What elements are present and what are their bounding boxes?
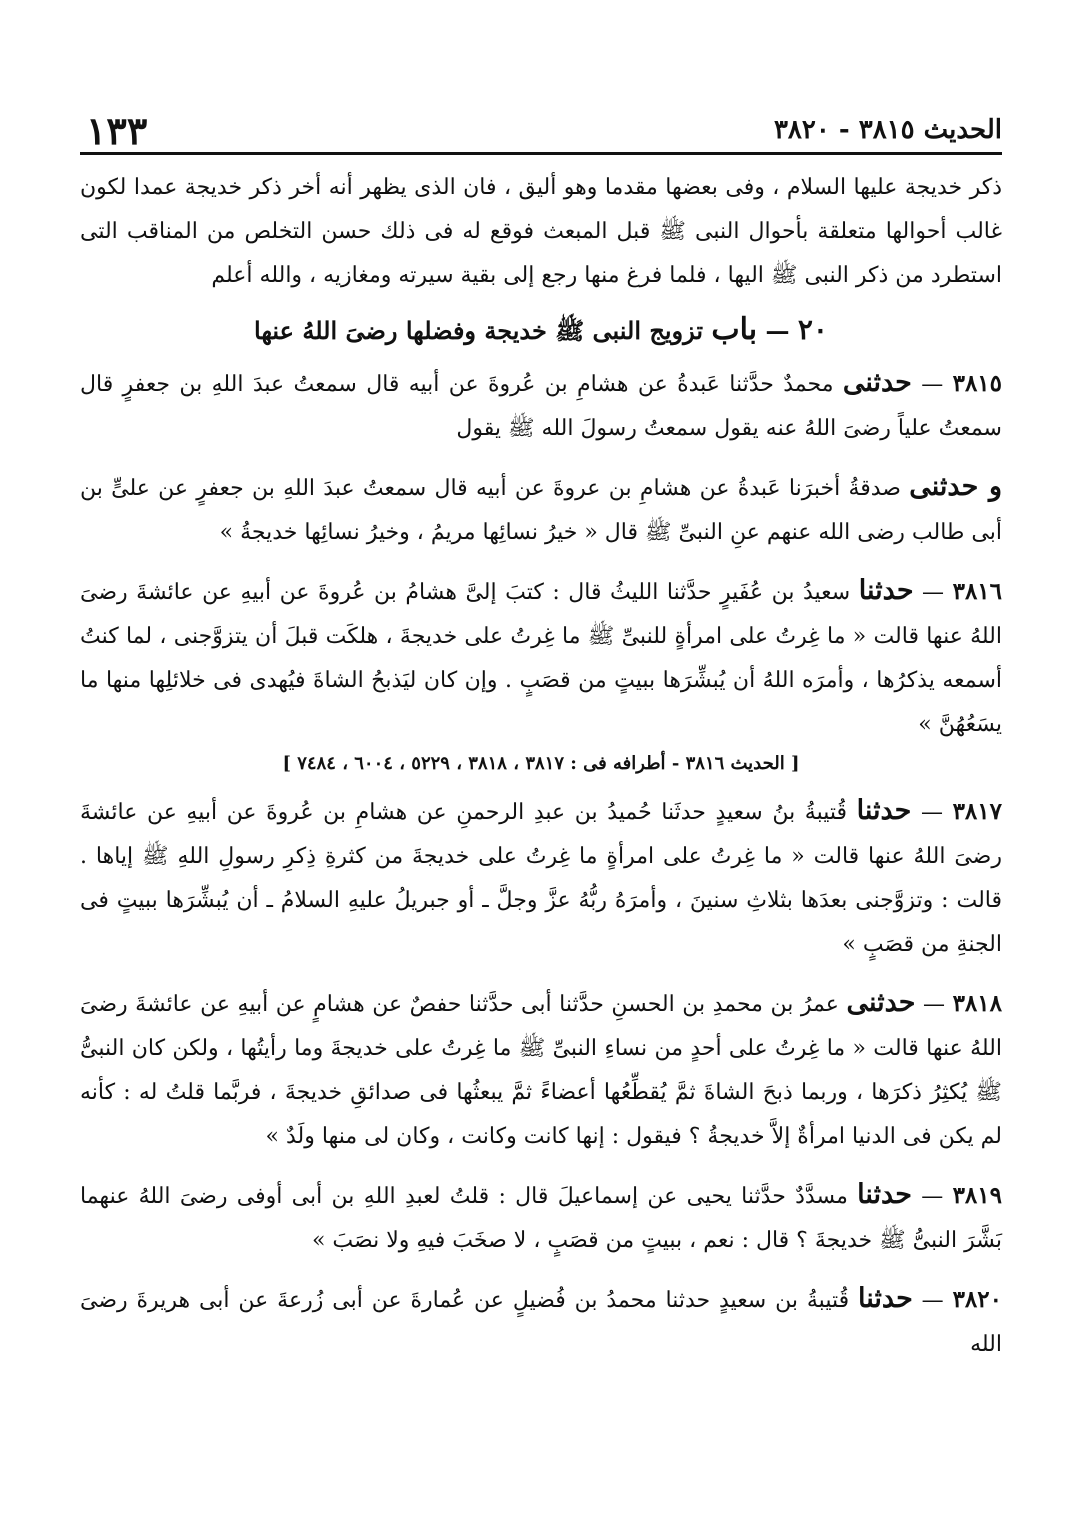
page-body bbox=[80, 166, 1002, 1367]
hadith-number: ٣٨٢٠ bbox=[952, 1286, 1002, 1313]
hadith-text: قُتيبةُ بنُ سعيدٍ حدثَنا حُميدُ بن عبدِ الرحمنِ عن هشامِ بن عُروةَ عن أبيهِ عن عائشةَ رضىَ اللهُ عنها قالت « ما غِرتُ على امرأةٍ ما غِرتُ على خديجةَ من كثرةِ ذِكرِ رسولِ اللهِ ﷺ إياها . قالت : وتزوَّجنى بعدَها بثلاثِ سنينَ ، وأمرَهُ ربُّهُ عزَّ وجلَّ ـ أو جبريلُ عليهِ السلامُ ـ أن يُبشِّرَها ببيتٍ فى الجنةِ من قصَبٍ » bbox=[80, 800, 1002, 957]
hadith-keyword: و حدثنى bbox=[909, 471, 1002, 502]
hadith-keyword: حدثنى bbox=[846, 987, 916, 1018]
hadith-range-heading: الحديث ٣٨١٥ - ٣٨٢٠ bbox=[773, 115, 1002, 145]
hadith-number: ٣٨١٦ bbox=[952, 578, 1003, 605]
hadith-text: محمدٌ حدَّثنا عَبدةُ عن هشامِ بن عُروةَ عن أبيه قال سمعتُ عبدَ اللهِ بن جعفرٍ قال سمعتُ علياً رضىَ اللهُ عنه يقول سمعتُ رسولَ الله ﷺ يقول bbox=[80, 372, 1002, 441]
chapter-dash: — bbox=[765, 316, 790, 345]
hadith-3815: ٣٨١٥ — حدثنى محمدٌ حدَّثنا عَبدةُ عن هشامِ بن عُروةَ عن أبيه قال سمعتُ عبدَ اللهِ بن جعفرٍ قال سمعتُ علياً رضىَ اللهُ عنه يقول سمعتُ رسولَ الله ﷺ يقول bbox=[80, 367, 1003, 441]
hadith-keyword: حدثنا bbox=[858, 575, 914, 606]
hadith-number: ٣٨١٥ bbox=[952, 370, 1003, 397]
hadith-keyword: حدثنى bbox=[842, 367, 912, 398]
intro-paragraph: ذكر خديجة عليها السلام ، وفى بعضها مقدما وهو أليق ، فان الذى يظهر أنه أخر ذكر خديجة عمدا لكون غالب أحوالها متعلقة بأحوال النبى ﷺ قبل المبعث فوقع له فى ذلك حسن التخلص من المناقب التى استطرد من ذكر النبى ﷺ اليها ، فلما فرغ منها رجع إلى بقية سيرته ومغازيه ، والله أعلم bbox=[80, 175, 1002, 288]
hadith-text: سعيدُ بن عُفَيرٍ حدَّثنا الليثُ قال : كتبَ إلىَّ هشامُ بن عُروةَ عن أبيهِ عن عائشةَ رضىَ اللهُ عنها قالت « ما غِرتُ على امرأةٍ للنبىِّ ﷺ ما غِرتُ على خديجةَ ، هلكَت قبلَ أن يتزوَّجنى ، لما كنتُ أسمعه يذكرُها ، وأمرَه اللهُ أن يُبشِّرَها ببيتٍ من قصَبٍ . وإن كان ليَذبحُ الشاةَ فيُهدى فى خلائلِها منها ما يسَعُهُنَّ » bbox=[80, 580, 1002, 737]
hadith-3818: ٣٨١٨ — حدثنى عمرُ بن محمدِ بن الحسنِ حدَّثنا أبى حدَّثنا حفصٌ عن هشامٍ عن أبيهِ عن عائشةَ رضىَ اللهُ عنها قالت « ما غِرتُ على أحدٍ من نساءِ النبىِّ ﷺ ما غِرتُ على خديجةَ وما رأيتُها ، ولكن كان النبىُّ ﷺ يُكثِرُ ذكرَها ، وربما ذبحَ الشاةَ ثمَّ يُقطِّعُها أعضاءً ثمَّ يبعثُها فى صدائقِ خديجةَ ، فربَّما قلتُ له : كأنه لم يكن فى الدنيا امرأةٌ إلاَّ خديجةُ ؟ فيقول : إنها كانت وكانت ، وكان لى منها ولَدٌ » bbox=[80, 987, 1002, 1149]
hadith-text: عمرُ بن محمدِ بن الحسنِ حدَّثنا أبى حدَّثنا حفصٌ عن هشامٍ عن أبيهِ عن عائشةَ رضىَ اللهُ عنها قالت « ما غِرتُ على أحدٍ من نساءِ النبىِّ ﷺ ما غِرتُ على خديجةَ وما رأيتُها ، ولكن كان النبىُّ ﷺ يُكثِرُ ذكرَها ، وربما ذبحَ الشاةَ ثمَّ يُقطِّعُها أعضاءً ثمَّ يبعثُها فى صدائقِ خديجةَ ، فربَّما قلتُ له : كأنه لم يكن فى الدنيا امرأةٌ إلاَّ خديجةُ ؟ فيقول : إنها كانت وكانت ، وكان لى منها ولَدٌ » bbox=[80, 992, 1002, 1149]
page-header bbox=[80, 0, 1002, 152]
chapter-bab-label: باب bbox=[711, 312, 758, 347]
hadith-3817: ٣٨١٧ — حدثنا قُتيبةُ بنُ سعيدٍ حدثَنا حُميدُ بن عبدِ الرحمنِ عن هشامِ بن عُروةَ عن أبيهِ عن عائشةَ رضىَ اللهُ عنها قالت « ما غِرتُ على امرأةٍ ما غِرتُ على خديجةَ من كثرةِ ذِكرِ رسولِ اللهِ ﷺ إياها . قالت : وتزوَّجنى بعدَها بثلاثِ سنينَ ، وأمرَهُ ربُّهُ عزَّ وجلَّ ـ أو جبريلُ عليهِ السلامُ ـ أن يُبشِّرَها ببيتٍ فى الجنةِ من قصَبٍ » bbox=[80, 795, 1002, 957]
hadith-text: مسدَّدٌ حدَّثنا يحيى عن إسماعيلَ قال : قلتُ لعبدِ اللهِ بن أبى أوفى رضىَ اللهُ عنهما بَشَّرَ النبىُّ ﷺ خديجةَ ؟ قال : نعم ، ببيتٍ من قصَبٍ ، لا صخَبَ فيهِ ولا نصَبَ » bbox=[80, 1184, 1002, 1253]
hadith-number: ٣٨١٨ bbox=[952, 990, 1002, 1017]
chapter-number: ٢٠ bbox=[797, 313, 828, 346]
hadith-number: ٣٨١٧ bbox=[952, 798, 1002, 825]
hadith-keyword: حدثنا bbox=[857, 1179, 912, 1210]
chapter-title: تزويج النبى ﷺ خديجة وفضلها رضىَ اللهُ عنها bbox=[254, 316, 704, 345]
hadith-keyword: حدثنا bbox=[856, 795, 912, 826]
atraf-reference: [ الحديث ٣٨١٦ - أطرافه فى : ٣٨١٧ ، ٣٨١٨ ، ٥٢٢٩ ، ٦٠٠٤ ، ٧٤٨٤ ] bbox=[282, 753, 800, 774]
chapter-heading bbox=[80, 308, 1002, 353]
hadith-3816: ٣٨١٦ — حدثنا سعيدُ بن عُفَيرٍ حدَّثنا الليثُ قال : كتبَ إلىَّ هشامُ بن عُروةَ عن أبيهِ عن عائشةَ رضىَ اللهُ عنها قالت « ما غِرتُ على امرأةٍ للنبىِّ ﷺ ما غِرتُ على خديجةَ ، هلكَت قبلَ أن يتزوَّجنى ، لما كنتُ أسمعه يذكرُها ، وأمرَه اللهُ أن يُبشِّرَها ببيتٍ من قصَبٍ . وإن كان ليَذبحُ الشاةَ فيُهدى فى خلائلِها منها ما يسَعُهُنَّ » bbox=[80, 575, 1003, 737]
hadith-number: ٣٨١٩ bbox=[952, 1182, 1002, 1209]
hadith-3819: ٣٨١٩ — حدثنا مسدَّدٌ حدَّثنا يحيى عن إسماعيلَ قال : قلتُ لعبدِ اللهِ بن أبى أوفى رضىَ اللهُ عنهما بَشَّرَ النبىُّ ﷺ خديجةَ ؟ قال : نعم ، ببيتٍ من قصَبٍ ، لا صخَبَ فيهِ ولا نصَبَ » bbox=[80, 1179, 1002, 1253]
hadith-3815-second-chain bbox=[80, 465, 1002, 555]
hadith-keyword: حدثنا bbox=[858, 1283, 913, 1314]
hadith-3820: ٣٨٢٠ — حدثنا قُتيبةُ بن سعيدٍ حدثنا محمدُ بن فُضيلٍ عن عُمارةَ عن أبى زُرعةَ عن أبى هريرةَ رضىَ الله bbox=[80, 1283, 1002, 1357]
hadith-text: قُتيبةُ بن سعيدٍ حدثنا محمدُ بن فُضيلٍ عن عُمارةَ عن أبى زُرعةَ عن أبى هريرةَ رضىَ الله bbox=[80, 1288, 1002, 1357]
page-number: ١٣٣ bbox=[86, 108, 148, 153]
header-rule bbox=[80, 152, 1002, 155]
hadith-text: صدقةُ أخبرَنا عَبدةُ عن هشامِ بن عروةَ عن أبيه قال سمعتُ عبدَ اللهِ بن جعفرٍ عن علىٍّ بن أبى طالب رضى الله عنهم عنِ النبىِّ ﷺ قال « خيرُ نسائِها مريمُ ، وخيرُ نسائِها خديجةُ » bbox=[80, 476, 1002, 545]
